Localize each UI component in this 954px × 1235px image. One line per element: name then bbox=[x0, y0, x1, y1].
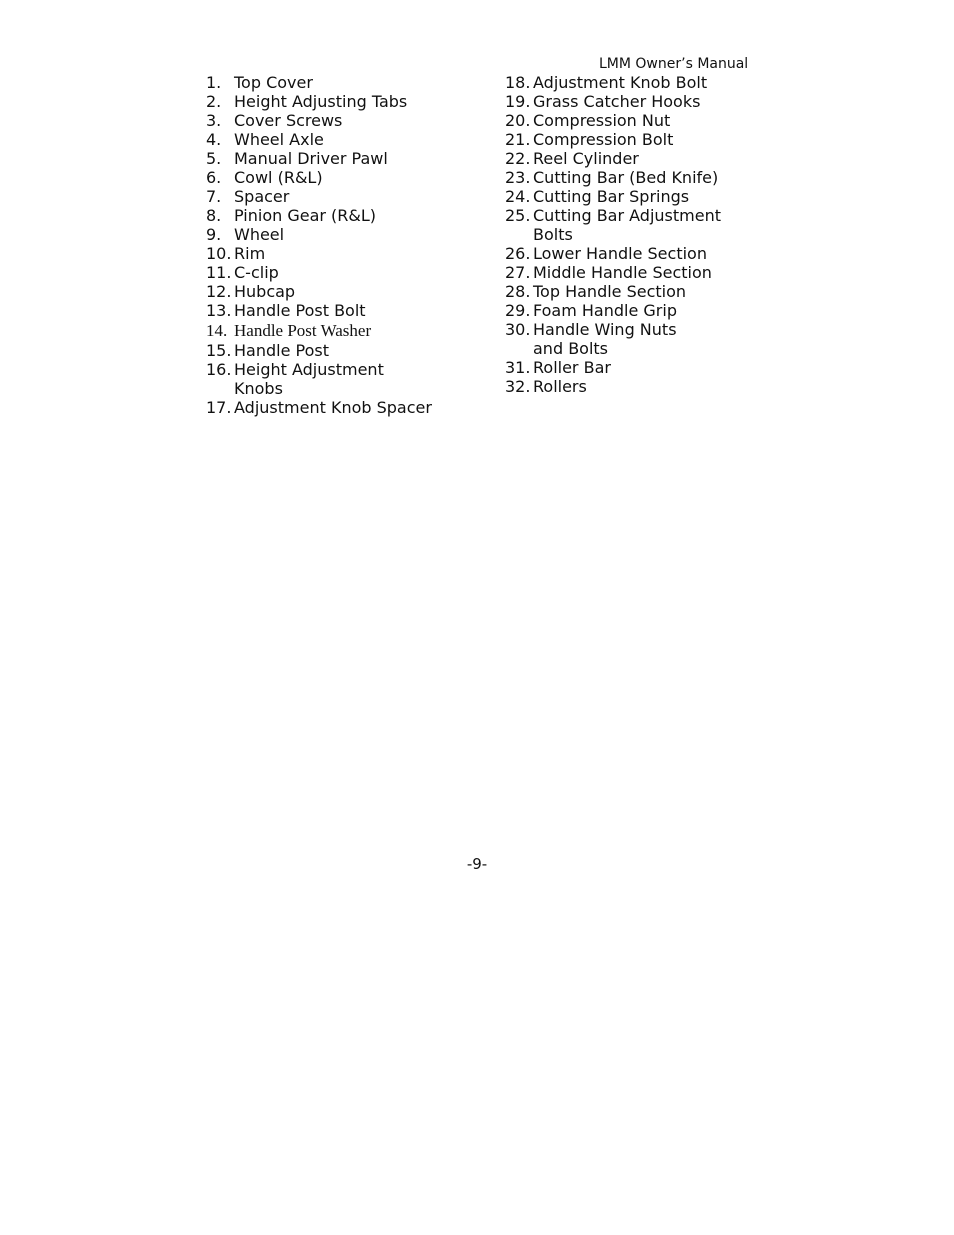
item-number: 14. bbox=[206, 321, 228, 340]
item-number: 31. bbox=[505, 358, 531, 377]
item-number: 25. bbox=[505, 206, 531, 225]
item-label: Height Adjustment bbox=[234, 360, 384, 379]
parts-list-item-continuation bbox=[206, 379, 496, 398]
item-number: 27. bbox=[505, 263, 531, 282]
item-label: Compression Nut bbox=[533, 111, 671, 130]
parts-list-item bbox=[505, 263, 805, 282]
item-number: 20. bbox=[505, 111, 531, 130]
item-label: Foam Handle Grip bbox=[533, 301, 677, 320]
parts-list-item bbox=[206, 225, 496, 244]
item-number: 6. bbox=[206, 168, 222, 187]
parts-list-item bbox=[505, 149, 805, 168]
parts-list-item bbox=[505, 244, 805, 263]
item-number: 16. bbox=[206, 360, 232, 379]
parts-list-item bbox=[505, 168, 805, 187]
item-label: Spacer bbox=[234, 187, 290, 206]
item-label: Wheel Axle bbox=[234, 130, 324, 149]
item-number: 29. bbox=[505, 301, 531, 320]
item-label: Cutting Bar (Bed Knife) bbox=[533, 168, 719, 187]
item-number: 12. bbox=[206, 282, 232, 301]
parts-list-item bbox=[206, 341, 496, 360]
item-label: Reel Cylinder bbox=[533, 149, 639, 168]
item-label: Cutting Bar Adjustment bbox=[533, 206, 721, 225]
parts-list-item bbox=[206, 73, 496, 92]
parts-list-item bbox=[505, 73, 805, 92]
parts-list-item bbox=[206, 111, 496, 130]
item-number: 9. bbox=[206, 225, 222, 244]
parts-list-item bbox=[505, 282, 805, 301]
parts-list-item bbox=[206, 168, 496, 187]
item-number: 1. bbox=[206, 73, 222, 92]
parts-list-item bbox=[505, 130, 805, 149]
item-number: 3. bbox=[206, 111, 222, 130]
item-label: Middle Handle Section bbox=[533, 263, 712, 282]
page-number: -9- bbox=[466, 855, 488, 873]
item-number: 32. bbox=[505, 377, 531, 396]
item-label: Handle Wing Nuts bbox=[533, 320, 677, 339]
item-label: Height Adjusting Tabs bbox=[234, 92, 408, 111]
item-label: Top Cover bbox=[234, 73, 313, 92]
item-label: C-clip bbox=[234, 263, 279, 282]
item-number: 13. bbox=[206, 301, 232, 320]
item-label-continuation: Knobs bbox=[234, 379, 283, 398]
parts-list-item bbox=[505, 320, 805, 339]
item-number: 26. bbox=[505, 244, 531, 263]
item-label: Compression Bolt bbox=[533, 130, 674, 149]
parts-list-item bbox=[206, 360, 496, 379]
item-number: 19. bbox=[505, 92, 531, 111]
parts-list-item bbox=[206, 149, 496, 168]
item-label: Handle Post Washer bbox=[234, 321, 372, 340]
parts-list-item bbox=[505, 187, 805, 206]
item-label: Cowl (R&L) bbox=[234, 168, 323, 187]
item-label: Roller Bar bbox=[533, 358, 611, 377]
item-label: Adjustment Knob Spacer bbox=[234, 398, 432, 417]
item-number: 4. bbox=[206, 130, 222, 149]
parts-list-item bbox=[206, 187, 496, 206]
item-number: 21. bbox=[505, 130, 531, 149]
item-label: Hubcap bbox=[234, 282, 296, 301]
parts-list-item bbox=[505, 111, 805, 130]
item-number: 11. bbox=[206, 263, 232, 282]
item-number: 8. bbox=[206, 206, 222, 225]
item-number: 23. bbox=[505, 168, 531, 187]
parts-list-item bbox=[505, 206, 805, 225]
item-number: 22. bbox=[505, 149, 531, 168]
item-label: Cutting Bar Springs bbox=[533, 187, 690, 206]
parts-list-item-continuation bbox=[505, 225, 805, 244]
parts-list-item-continuation bbox=[505, 339, 805, 358]
item-label: Handle Post bbox=[234, 341, 329, 360]
parts-list-item bbox=[206, 263, 496, 282]
parts-list-item bbox=[505, 301, 805, 320]
item-label: Pinion Gear (R&L) bbox=[234, 206, 377, 225]
item-label: Adjustment Knob Bolt bbox=[533, 73, 708, 92]
manual-header: LMM Owner’s Manual bbox=[599, 56, 749, 72]
item-label: Rim bbox=[234, 244, 266, 263]
item-number: 10. bbox=[206, 244, 232, 263]
parts-list-item bbox=[505, 92, 805, 111]
parts-list-item bbox=[505, 377, 805, 396]
parts-list-item bbox=[206, 282, 496, 301]
item-label: Rollers bbox=[533, 377, 587, 396]
parts-list-item bbox=[505, 358, 805, 377]
item-number: 30. bbox=[505, 320, 531, 339]
item-label-continuation: and Bolts bbox=[533, 339, 609, 358]
item-label: Handle Post Bolt bbox=[234, 301, 366, 320]
parts-list-item bbox=[206, 206, 496, 225]
parts-list-left bbox=[206, 73, 496, 417]
parts-list-item bbox=[206, 301, 496, 320]
item-label: Manual Driver Pawl bbox=[234, 149, 388, 168]
item-label: Top Handle Section bbox=[533, 282, 687, 301]
item-label-continuation: Bolts bbox=[533, 225, 573, 244]
item-label: Wheel bbox=[234, 225, 285, 244]
parts-list-right bbox=[505, 73, 805, 396]
item-number: 2. bbox=[206, 92, 222, 111]
parts-list-item bbox=[206, 244, 496, 263]
parts-list-item bbox=[206, 398, 496, 417]
item-label: Lower Handle Section bbox=[533, 244, 707, 263]
item-number: 7. bbox=[206, 187, 222, 206]
item-number: 28. bbox=[505, 282, 531, 301]
item-number: 18. bbox=[505, 73, 531, 92]
item-number: 5. bbox=[206, 149, 222, 168]
item-number: 24. bbox=[505, 187, 531, 206]
item-number: 17. bbox=[206, 398, 232, 417]
item-number: 15. bbox=[206, 341, 232, 360]
parts-list-item bbox=[206, 130, 496, 149]
parts-list-item bbox=[206, 92, 496, 111]
item-label: Cover Screws bbox=[234, 111, 343, 130]
item-label: Grass Catcher Hooks bbox=[533, 92, 701, 111]
parts-list-item bbox=[206, 320, 496, 341]
